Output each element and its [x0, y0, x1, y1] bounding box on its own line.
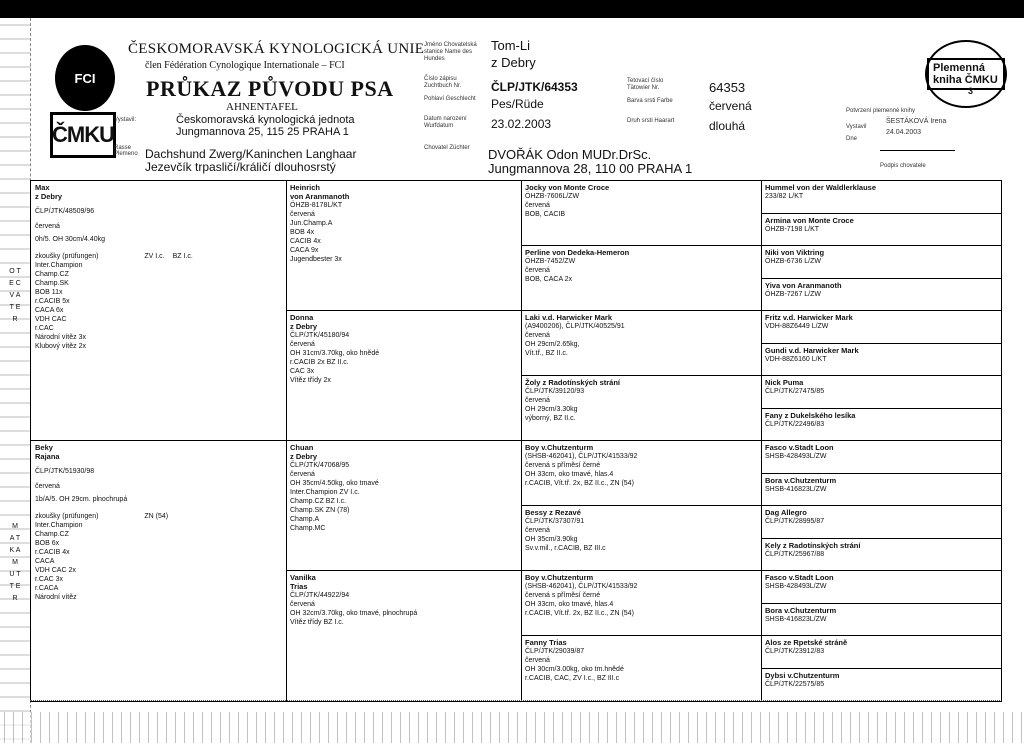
ancestor-reg: SHSB-416823L/ZW [765, 485, 827, 493]
father-title: CACA 6x [35, 307, 64, 314]
great-grandparent-color: červená [525, 267, 550, 274]
grandparent-line: CACIB 4x [290, 238, 321, 245]
ancestor-reg: SHSB-416823L/ZW [765, 615, 827, 623]
great-grandparent-color: červená [525, 202, 550, 209]
grandparent-name: Donna [290, 313, 314, 322]
breed-label: Rasse Plemeno [114, 145, 138, 157]
grandparent-line: OH 31cm/3.70kg, oko hnědé [290, 350, 380, 357]
breeder-address: Jungmannova 28, 110 00 PRAHA 1 [488, 161, 693, 176]
ancestor-name: Fasco v.Stadt Loon [765, 573, 834, 582]
grandparent-line: Jugendbester 3x [290, 256, 342, 263]
great-grandparent-line: OH 35cm/3.90kg [525, 536, 578, 543]
studbook-stamp: Plemenná kniha ČMKU [925, 40, 1007, 108]
great-grandparent-color: červená s příměsí černé [525, 592, 601, 599]
father-tests: zkoušky (prüfungen) ZV I.c. BZ I.c. [35, 253, 193, 260]
breeder [488, 148, 692, 176]
grandparent-name: Chuan [290, 443, 314, 452]
great-grandparent-line: OH 29cm/2.65kg, [525, 341, 580, 348]
father-title: Klubový vítěz 2x [35, 343, 86, 350]
great-grandparent-color: červená [525, 332, 550, 339]
dog-name: Tom-Li [491, 38, 531, 53]
great-grandparent-reg: ČLP/JTK/39120/93 [525, 388, 585, 395]
ancestor-reg: ČLP/JTK/27475/85 [765, 388, 825, 395]
ancestor-reg: ČLP/JTK/28995/87 [765, 518, 825, 525]
father-title: Inter.Champion [35, 262, 83, 269]
grandparent-color: červená [290, 471, 315, 478]
grandparent-cell [286, 311, 521, 441]
ancestor-reg: SHSB-428493L/ZW [765, 453, 827, 460]
great-grandparent-line: r.CACIB, Vít.tř. 2x, BZ II.c., ZN (54) [525, 480, 634, 487]
parents-column [31, 181, 287, 701]
great-grandparents-column [521, 181, 762, 701]
ancestor-cell [761, 604, 1001, 637]
great-grandparent-name: Boy v.Chutzenturm [525, 443, 594, 452]
grandparent-color: červená [290, 341, 315, 348]
father-title: Národní vítěz 3x [35, 334, 86, 341]
union-name: ČESKOMORAVSKÁ KYNOLOGICKÁ UNIE [128, 41, 425, 57]
grandparent-cell [286, 181, 521, 311]
great-grandparent-line: BOB, CACIB [525, 211, 566, 218]
ancestor-cell [761, 474, 1001, 507]
great-grandparent-line: Vít.tř., BZ II.c. [525, 350, 568, 357]
father-title: r.CACIB 5x [35, 298, 70, 305]
tattoo-label: Tetovací číslo Tätowier Nr. [627, 78, 664, 91]
great-grandparent-cell [521, 571, 761, 636]
ancestor-cell [761, 181, 1001, 214]
grandparent-line: CACA 9x [290, 247, 319, 254]
grandparent-line: Vítěz třídy BZ I.c. [290, 619, 344, 626]
great-grandparent-name: Jocky von Monte Croce [525, 183, 610, 192]
great-grandparent-name: Fanny Trias [525, 638, 567, 647]
ancestor-name: Hummel von der Waldlerklause [765, 183, 877, 192]
issued-by-label: Vystavil [846, 124, 867, 130]
ancestor-reg: VDH-88Z6449 L/ZW [765, 323, 829, 330]
ancestor-cell [761, 441, 1001, 474]
great-grandparent-reg: (SHSB-462041), ČLP/JTK/41533/92 [525, 453, 638, 460]
ancestor-cell [761, 214, 1001, 247]
grandparent-kennel: Trias [290, 582, 308, 591]
ancestor-reg: VDH-88Z6160 L/KT [765, 355, 827, 363]
great-grandparent-line: Sv.v.mil., r.CACIB, BZ III.c [525, 545, 606, 552]
ancestor-name: Fritz v.d. Harwicker Mark [765, 313, 853, 322]
grandparent-line: Champ.CZ BZ I.c. [290, 498, 347, 505]
father-side-label: O T E C V A T E R [9, 268, 21, 323]
grandparent-reg: ČLP/JTK/44922/94 [290, 592, 350, 599]
father-titles [35, 261, 282, 351]
breed [145, 148, 356, 174]
tattoo-number: 64353 [709, 80, 746, 95]
ancestor-name: Gundi v.d. Harwicker Mark [765, 345, 859, 355]
great-grandparent-name: Boy v.Chutzenturm [525, 573, 594, 582]
great-grandparent-color: červená [525, 397, 550, 404]
grandparent-line: Champ.SK ZN (78) [290, 507, 350, 514]
grandparent-color: červená [290, 211, 315, 218]
issuer [176, 114, 355, 138]
pedigree-table [9, 180, 1002, 702]
mother-title: r.CAC 3x [35, 576, 64, 583]
great-grandparent-cell [521, 376, 761, 441]
dob-label: Datum narození Wurfdatum [424, 116, 467, 129]
ancestor-reg: ČLP/JTK/22496/83 [765, 420, 825, 428]
issued-by: ŠESTÁKOVÁ Irena [886, 118, 947, 125]
certification-date: 24.04.2003 [886, 129, 922, 136]
ancestor-name: Bora v.Chutzenturm [765, 605, 837, 615]
grandparent-line: Champ.MC [290, 525, 326, 532]
father-cell: Max z Debry ČLP/JTK/48509/96 červená 0h/5. OH 30cm/4.40kg zkoušky (prüfungen) ZV I.c. BZ I.c. Inter.Champion Champ.CZ Champ.SK BOB 11x r.CACIB 5x CACA 6x VDH CAC r.CAC Národní vítěz 3x Klubový vítěz 2x [31, 181, 286, 441]
great-grandparent-line: BOB, CACA 2x [525, 276, 573, 283]
grandparent-reg: ČLP/JTK/45180/94 [290, 332, 350, 339]
grandparent-line: CAC 3x [290, 368, 315, 375]
ancestor-cell [761, 311, 1001, 344]
great-grandparent-color: červená s příměsí černé [525, 462, 601, 469]
great-grandparent-cell [521, 441, 761, 506]
fci-logo: FCI [55, 45, 115, 111]
cmku-logo: ČMKU [50, 112, 116, 158]
document-title: PRŮKAZ PŮVODU PSA [146, 76, 394, 101]
great-grandparent-cell [521, 246, 761, 311]
great-grandparent-line: r.CACIB, CAC, ZV I.c., BZ III.c [525, 675, 620, 682]
grandparents-column [286, 181, 522, 701]
grandparent-name: Heinrich [290, 183, 321, 192]
mother-title: r.CACIB 4x [35, 549, 70, 556]
mother-title: BOB 6x [35, 540, 60, 547]
ancestor-name: Dybsi v.Chutzenturm [765, 670, 840, 680]
great-grandparent-line: výborný, BZ II.c. [525, 415, 576, 422]
bottom-decoration [30, 700, 1000, 711]
grandparent-reg: ČLP/JTK/47068/95 [290, 462, 350, 469]
grandparent-line: Jun.Champ.A [290, 220, 333, 227]
grandparent-line: OH 35cm/4.50kg, oko tmavé [290, 480, 379, 487]
signature-label: Podpis chovatele [880, 163, 926, 169]
ancestor-reg: SHSB-428493L/ZW [765, 583, 827, 590]
grandparent-line: Champ.A [290, 516, 320, 523]
great-grandparent-line: OH 30cm/3.00kg, oko tm.hnědé [525, 666, 624, 673]
father-title: BOB 11x [35, 289, 63, 296]
dog-sex: Pes/Rüde [491, 97, 544, 111]
ancestor-reg: ÖHZB-7267 L/ZW [765, 290, 822, 298]
ancestor-name: Yiva von Aranmanoth [765, 280, 842, 290]
mother-title: VDH CAC 2x [35, 567, 76, 574]
mother-title: r.CACA [35, 585, 59, 592]
scan-top-edge [0, 0, 1024, 18]
stud-number: ČLP/JTK/64353 [491, 80, 578, 94]
mother-side-label: M A T K A M U T T E R [9, 523, 21, 602]
ancestor-cell [761, 506, 1001, 539]
mother-tests: zkoušky (prüfungen) ZN (54) [35, 513, 169, 520]
date-label: Dne [846, 136, 858, 142]
grandparent-reg: ÖHZB-8178L/KT [290, 202, 343, 209]
great-grandparent-name: Žoly z Radotínských strání [525, 378, 621, 387]
ancestor-reg: 233/82 L/KT [765, 193, 804, 200]
stamp-number: 3 [968, 86, 974, 96]
coat-label: Druh srsti Haarart [627, 118, 675, 124]
ancestor-name: Fany z Dukelského lesíka [765, 410, 856, 420]
grandparent-line: OH 32cm/3.70kg, oko tmavé, plnochrupá [290, 610, 418, 617]
ancestor-cell [761, 246, 1001, 279]
great-grandparent-name: Perline von Dedeka-Hemeron [525, 248, 630, 257]
dog-coat: dlouhá [709, 119, 746, 133]
ancestor-name: Alos ze Rpetské stráně [765, 638, 848, 647]
great-grandparent-line: OH 33cm, oko tmavé, hlas.4 [525, 601, 614, 608]
great-grandparent-line: OH 33cm, oko tmavé, hlas.4 [525, 471, 614, 478]
ancestor-cell [761, 636, 1001, 669]
father-title: r.CAC [35, 325, 54, 332]
ancestor-reg: ČLP/JTK/23912/83 [765, 648, 825, 655]
breed-de: Dachshund Zwerg/Kaninchen Langhaar [145, 147, 357, 161]
ancestor-name: Bora v.Chutzenturm [765, 475, 837, 485]
great-grandparent-name: Bessy z Rezavé [525, 508, 581, 517]
father-title: VDH CAC [35, 316, 67, 323]
great-grandparent-cell [521, 636, 761, 701]
great-great-grandparents-column [761, 181, 1001, 701]
great-grandparent-color: červená [525, 657, 550, 664]
breed-cz: Jezevčík trpasličí/králičí dlouhosrstý [145, 160, 336, 174]
document-subtitle: AHNENTAFEL [226, 101, 298, 113]
grandparent-line: r.CACIB 2x BZ II.c. [290, 359, 349, 366]
ancestor-reg: ÖHZB-6736 L/ZW [765, 258, 822, 265]
dog-kennel: z Debry [491, 55, 536, 70]
mother-title: Inter.Champion [35, 522, 83, 529]
father-title: Champ.SK [35, 280, 69, 287]
breeder-name: DVOŘÁK Odon MUDr.DrSc. [488, 147, 652, 162]
ancestor-cell [761, 539, 1001, 572]
great-grandparent-reg: ČLP/JTK/29039/87 [525, 648, 585, 655]
stud-label: Číslo zápisu Zuchtbuch Nr. [424, 76, 462, 89]
great-grandparent-reg: ČLP/JTK/37307/91 [525, 518, 585, 525]
ancestor-cell [761, 409, 1001, 442]
fci-membership: člen Fédération Cynologique Internationale – FCI [145, 60, 345, 71]
name-label: Jméno Chovatelská stanice Name des Hundes [424, 42, 477, 62]
ancestor-name: Kely z Radotínských strání [765, 540, 861, 550]
signature-line [880, 130, 955, 151]
color-label: Barva srsti Farbe [627, 98, 673, 104]
torn-left-edge [0, 18, 31, 743]
grandparent-cell [286, 571, 521, 701]
grandparent-cell [286, 441, 521, 571]
grandparent-kennel: z Debry [290, 322, 318, 331]
sex-label: Pohlaví Geschlecht [424, 96, 476, 102]
grandparent-kennel: von Aranmanoth [290, 192, 350, 201]
ancestor-name: Dag Allegro [765, 508, 807, 517]
mother-title: CACA [35, 558, 55, 565]
great-grandparent-reg: (A9400206), ČLP/JTK/40525/91 [525, 323, 625, 330]
mother-titles [35, 521, 282, 602]
breeder-label: Chovatel Züchter [424, 145, 470, 151]
ancestor-name: Nick Puma [765, 378, 804, 387]
mother-cell: Beky Rajana ČLP/JTK/51930/98 červená 1b/A/5. OH 29cm. plnochrupá zkoušky (prüfungen) ZN (54) Inter.Champion Champ.CZ BOB 6x r.CACIB 4x CACA VDH CAC 2x r.CAC 3x r.CACA Národní vítěz [31, 441, 286, 701]
grandparent-line: Vítěz třídy 2x [290, 377, 331, 384]
issuer-address: Jungmannova 25, 115 25 PRAHA 1 [176, 126, 349, 138]
issuer-name: Českomoravská kynologická jednota [176, 114, 355, 126]
ancestor-cell [761, 344, 1001, 377]
great-grandparent-line: OH 29cm/3.30kg [525, 406, 578, 413]
grandparent-color: červená [290, 601, 315, 608]
grandparent-name: Vanilka [290, 573, 316, 582]
ancestor-reg: ČLP/JTK/22575/85 [765, 680, 825, 688]
ancestor-cell [761, 376, 1001, 409]
great-grandparent-line: r.CACIB, Vít.tř. 2x, BZ II.c., ZN (54) [525, 610, 634, 617]
dog-color: červená [709, 99, 752, 113]
ancestor-name: Fasco v.Stadt Loon [765, 443, 834, 452]
great-grandparent-reg: ÖHZB-7606L/ZW [525, 193, 580, 200]
ancestor-name: Armina von Monte Croce [765, 215, 854, 225]
grandparent-line: Inter.Champion ZV I.c. [290, 489, 360, 496]
certification-label: Potvrzení plemenné knihy [846, 108, 916, 114]
dog-dob: 23.02.2003 [491, 117, 552, 131]
grandparent-kennel: z Debry [290, 452, 318, 461]
ancestor-reg: ČLP/JTK/25967/88 [765, 550, 825, 558]
mother-title: Champ.CZ [35, 531, 69, 538]
great-grandparent-color: červená [525, 527, 550, 534]
great-grandparent-reg: (SHSB-462041), ČLP/JTK/41533/92 [525, 583, 638, 590]
ancestor-cell [761, 279, 1001, 312]
great-grandparent-name: Laki v.d. Harwicker Mark [525, 313, 612, 322]
great-grandparent-cell [521, 311, 761, 376]
issuer-label: Vystavil: [114, 117, 137, 123]
father-title: Champ.CZ [35, 271, 69, 278]
grandparent-line: BOB 4x [290, 229, 315, 236]
great-grandparent-reg: ÖHZB-7452/ZW [525, 258, 576, 265]
great-grandparent-cell [521, 181, 761, 246]
ancestor-cell [761, 669, 1001, 702]
ancestor-cell [761, 571, 1001, 604]
decorative-border [0, 712, 1024, 743]
mother-title: Národní vítěz [35, 594, 77, 601]
great-grandparent-cell [521, 506, 761, 571]
ancestor-reg: ÖHZB-7198 L/KT [765, 225, 820, 233]
ancestor-name: Niki von Viktring [765, 248, 825, 257]
